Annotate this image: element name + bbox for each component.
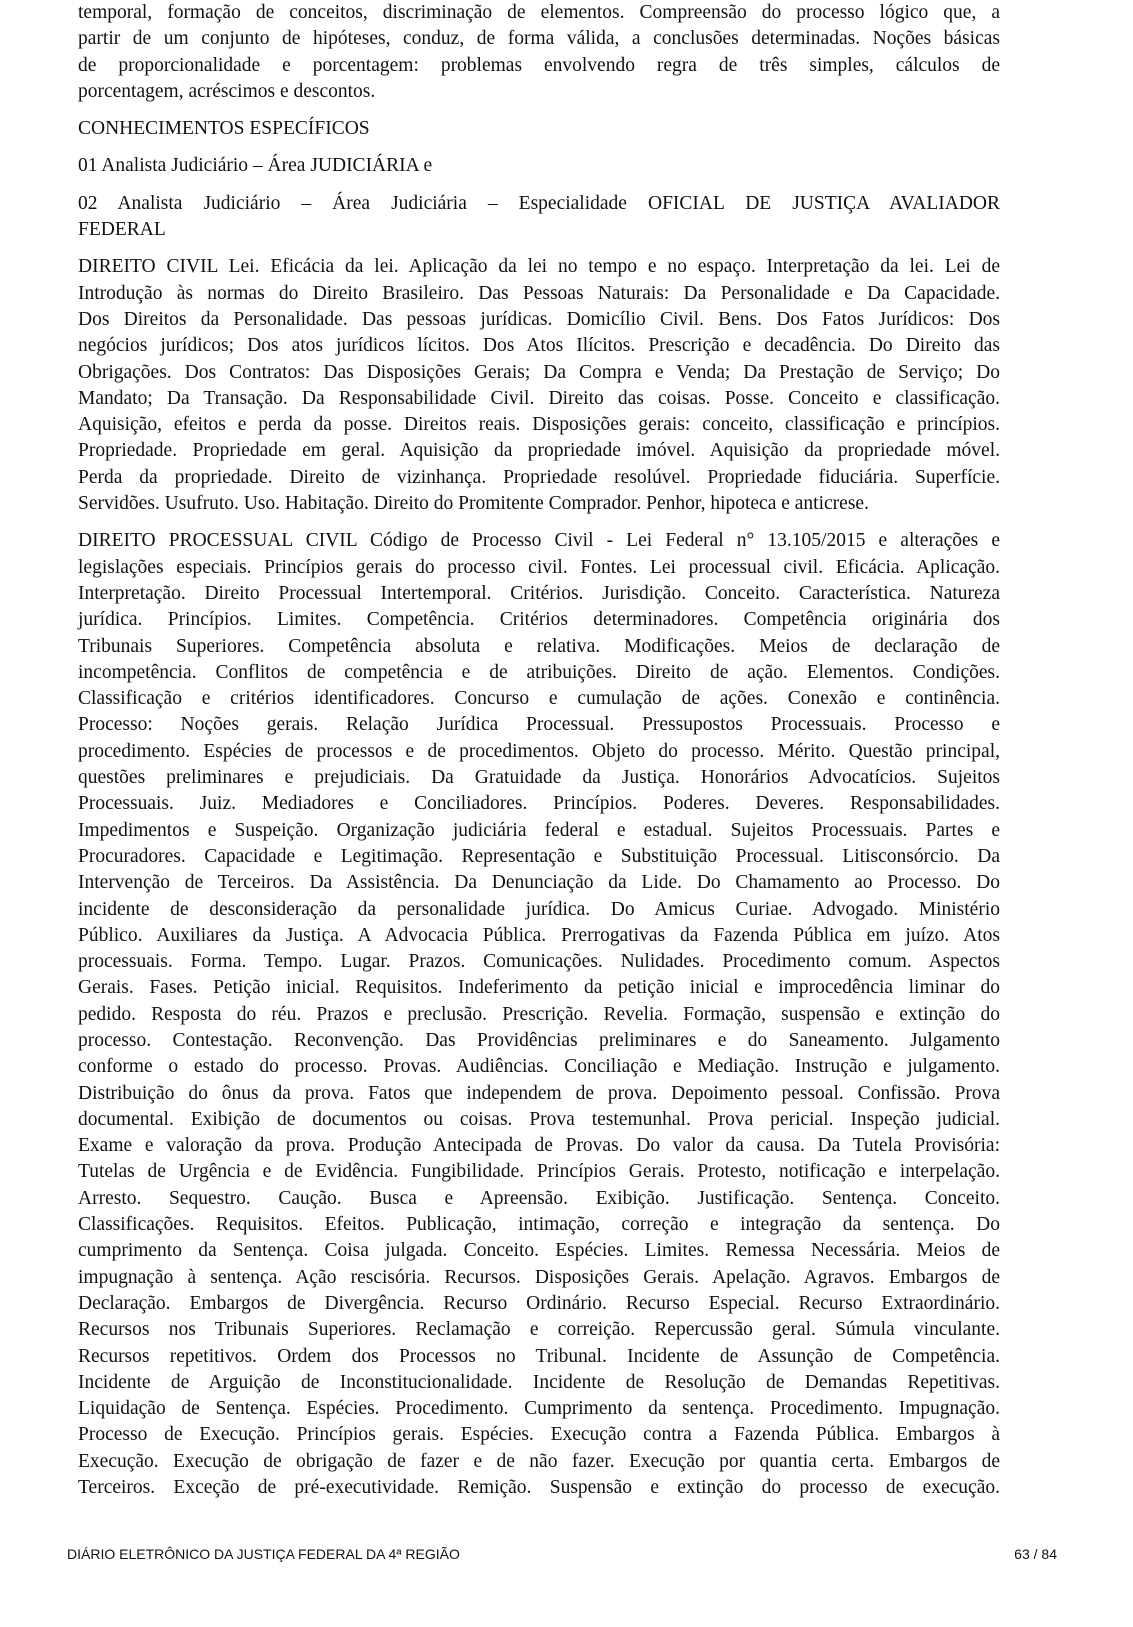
text-line: pedido. Resposta do réu. Prazos e preclusão. Prescrição. Revelia. Formação, suspensão e extinção do	[78, 1003, 1000, 1025]
text-line: Introdução às normas do Direito Brasileiro. Das Pessoas Naturais: Da Personalidade e Da Capacidade.	[78, 282, 1000, 304]
text-line: Incidente de Arguição de Inconstitucionalidade. Incidente de Resolução de Demandas Repetitivas.	[78, 1371, 1000, 1393]
text-line: Processo de Execução. Princípios gerais. Espécies. Execução contra a Fazenda Pública. Embargos à	[78, 1424, 1000, 1446]
text-line: Exame e valoração da prova. Produção Antecipada de Provas. Do valor da causa. Da Tutela Provisória:	[78, 1135, 1000, 1157]
text-line: Intervenção de Terceiros. Da Assistência. Da Denunciação da Lide. Do Chamamento ao Processo. Do	[78, 872, 1000, 894]
text-line: 01 Analista Judiciário – Área JUDICIÁRIA e	[78, 155, 433, 177]
text-line: Público. Auxiliares da Justiça. A Advocacia Pública. Prerrogativas da Fazenda Pública em juízo. Atos	[78, 924, 1000, 946]
document-body	[78, 0, 1000, 1512]
publication-title: DIÁRIO ELETRÔNICO DA JUSTIÇA FEDERAL DA 4ª REGIÃO	[67, 1546, 460, 1562]
text-line: negócios jurídicos; Dos atos jurídicos lícitos. Dos Atos Ilícitos. Prescrição e decadência. Do Direito das	[78, 335, 1000, 357]
text-line: Recursos nos Tribunais Superiores. Reclamação e correição. Repercussão geral. Súmula vinculante.	[78, 1319, 1000, 1341]
text-line: Liquidação de Sentença. Espécies. Procedimento. Cumprimento da sentença. Procedimento. Impugnação.	[78, 1398, 1000, 1420]
text-line: temporal, formação de conceitos, discriminação de elementos. Compreensão do processo lógico que, a	[78, 2, 1000, 23]
text-line: Arresto. Sequestro. Caução. Busca e Apreensão. Exibição. Justificação. Sentença. Conceito.	[78, 1187, 1000, 1209]
text-line: Interpretação. Direito Processual Intertemporal. Critérios. Jurisdição. Conceito. Característica. Natureza	[78, 582, 1000, 604]
text-line: processuais. Forma. Tempo. Lugar. Prazos. Comunicações. Nulidades. Procedimento comum. Aspectos	[78, 951, 1000, 973]
text-line: questões preliminares e prejudiciais. Da Gratuidade da Justiça. Honorários Advocatícios. Sujeitos	[78, 767, 1000, 789]
text-line: cumprimento da Sentença. Coisa julgada. Conceito. Espécies. Limites. Remessa Necessária. Meios de	[78, 1240, 1000, 1262]
paragraph	[78, 0, 1000, 105]
text-line: Distribuição do ônus da prova. Fatos que independem de prova. Depoimento pessoal. Confissão. Prova	[78, 1082, 1000, 1104]
text-line: jurídica. Princípios. Limites. Competência. Critérios determinadores. Competência originária dos	[78, 609, 1000, 631]
text-line: documental. Exibição de documentos ou coisas. Prova testemunhal. Prova pericial. Inspeção judicial.	[78, 1108, 1000, 1130]
text-line: incidente de desconsideração da personalidade jurídica. Do Amicus Curiae. Advogado. Ministério	[78, 898, 1000, 920]
text-line: Impedimentos e Suspeição. Organização judiciária federal e estadual. Sujeitos Processuais. Partes e	[78, 819, 1000, 841]
text-line: Gerais. Fases. Petição inicial. Requisitos. Indeferimento da petição inicial e improcedência liminar do	[78, 977, 1000, 999]
text-line: conforme o estado do processo. Provas. Audiências. Conciliação e Mediação. Instrução e julgamento.	[78, 1056, 1000, 1078]
text-line: Mandato; Da Transação. Da Responsabilidade Civil. Direito das coisas. Posse. Conceito e classificação.	[78, 387, 1000, 409]
text-line: impugnação à sentença. Ação rescisória. Recursos. Disposições Gerais. Apelação. Agravos. Embargos de	[78, 1266, 1000, 1288]
text-line: Perda da propriedade. Direito de vizinhança. Propriedade resolúvel. Propriedade fiduciária. Superfície.	[78, 466, 1000, 488]
text-line: porcentagem, acréscimos e descontos.	[78, 80, 376, 102]
text-line: FEDERAL	[78, 219, 166, 241]
text-line: Recursos repetitivos. Ordem dos Processos no Tribunal. Incidente de Assunção de Competência.	[78, 1345, 1000, 1367]
text-line: procedimento. Espécies de processos e de procedimentos. Objeto do processo. Mérito. Questão principal,	[78, 740, 1000, 762]
text-line: Servidões. Usufruto. Uso. Habitação. Direito do Promitente Comprador. Penhor, hipoteca e anticrese.	[78, 493, 869, 515]
text-line: incompetência. Conflitos de competência e de atribuições. Direito de ação. Elementos. Condições.	[78, 661, 1000, 683]
paragraph	[78, 116, 1000, 142]
text-line: legislações especiais. Princípios gerais do processo civil. Fontes. Lei processual civil. Eficácia. Aplicação.	[78, 556, 1000, 578]
text-line: Processo: Noções gerais. Relação Jurídica Processual. Pressupostos Processuais. Processo e	[78, 714, 1000, 736]
text-line: Tutelas de Urgência e de Evidência. Fungibilidade. Princípios Gerais. Protesto, notificação e interpelação.	[78, 1161, 1000, 1183]
text-line: Obrigações. Dos Contratos: Das Disposições Gerais; Da Compra e Venda; Da Prestação de Serviço; Do	[78, 361, 1000, 383]
text-line: DIREITO CIVIL Lei. Eficácia da lei. Aplicação da lei no tempo e no espaço. Interpretação da lei. Lei de	[78, 256, 1000, 278]
paragraph	[78, 191, 1000, 244]
text-line: processo. Contestação. Reconvenção. Das Providências preliminares e do Saneamento. Julgamento	[78, 1029, 1000, 1051]
text-line: de proporcionalidade e porcentagem: problemas envolvendo regra de três simples, cálculos de	[78, 54, 1000, 76]
text-line: Tribunais Superiores. Competência absoluta e relativa. Modificações. Meios de declaração de	[78, 635, 1000, 657]
text-line: Propriedade. Propriedade em geral. Aquisição da propriedade imóvel. Aquisição da propriedade móvel.	[78, 440, 1000, 462]
text-line: Declaração. Embargos de Divergência. Recurso Ordinário. Recurso Especial. Recurso Extraordinário.	[78, 1292, 1000, 1314]
text-line: CONHECIMENTOS ESPECÍFICOS	[78, 118, 370, 140]
text-line: Procuradores. Capacidade e Legitimação. Representação e Substituição Processual. Litisconsórcio. Da	[78, 845, 1000, 867]
paragraph	[78, 153, 1000, 179]
text-line: Terceiros. Exceção de pré-executividade. Remição. Suspensão e extinção do processo de execução.	[78, 1477, 1000, 1499]
text-line: Aquisição, efeitos e perda da posse. Direitos reais. Disposições gerais: conceito, classificação e princípios.	[78, 414, 1000, 436]
page-footer	[67, 1546, 1057, 1562]
paragraph	[78, 254, 1000, 517]
paragraph	[78, 528, 1000, 1501]
text-line: partir de um conjunto de hipóteses, conduz, de forma válida, a conclusões determinadas. Noções básicas	[78, 28, 1000, 50]
text-line: Classificações. Requisitos. Efeitos. Publicação, intimação, correção e integração da sentença. Do	[78, 1214, 1000, 1236]
text-line: DIREITO PROCESSUAL CIVIL Código de Processo Civil - Lei Federal n° 13.105/2015 e alterações e	[78, 530, 1000, 552]
text-line: Processuais. Juiz. Mediadores e Conciliadores. Princípios. Poderes. Deveres. Responsabilidades.	[78, 793, 1000, 815]
text-line: Execução. Execução de obrigação de fazer e de não fazer. Execução por quantia certa. Embargos de	[78, 1450, 1000, 1472]
text-line: Classificação e critérios identificadores. Concurso e cumulação de ações. Conexão e continência.	[78, 688, 1000, 710]
text-line: Dos Direitos da Personalidade. Das pessoas jurídicas. Domicílio Civil. Bens. Dos Fatos Jurídicos: Dos	[78, 308, 1000, 330]
text-line: 02 Analista Judiciário – Área Judiciária – Especialidade OFICIAL DE JUSTIÇA AVALIADOR	[78, 192, 1000, 214]
page-number: 63 / 84	[1014, 1546, 1057, 1562]
